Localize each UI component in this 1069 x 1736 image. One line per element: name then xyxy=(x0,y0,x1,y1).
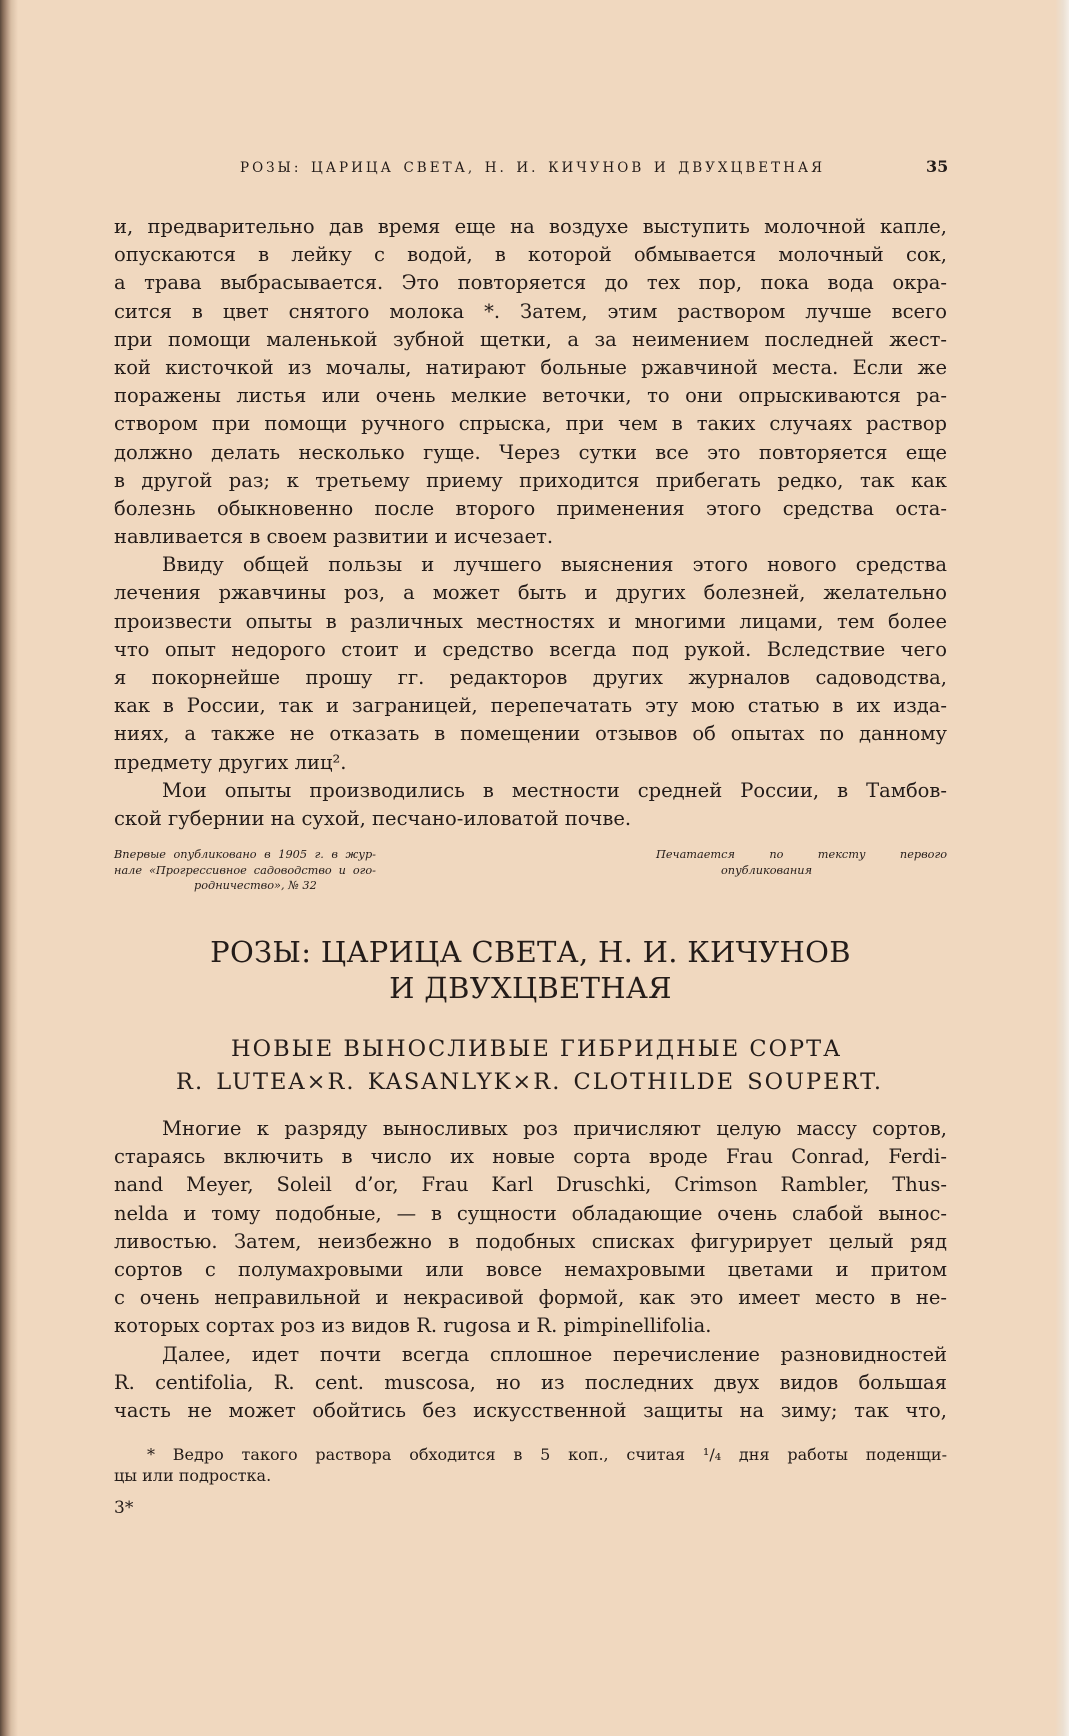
publication-source-note xyxy=(114,847,376,894)
paragraph xyxy=(114,1341,947,1426)
text-line: ливостью. Затем, неизбежно в подобных списках фигурирует целый ряд xyxy=(114,1229,947,1253)
text-line: часть не может обойтись без искусственной защиты на зиму; так что, xyxy=(114,1398,947,1422)
footnote xyxy=(114,1444,947,1486)
text-line: поражены листья или очень мелкие веточки, то они опрыскиваются ра- xyxy=(114,384,947,408)
page-right-edge xyxy=(1055,0,1069,1736)
text-line: Ввиду общей пользы и лучшего выяснения этого нового средства xyxy=(162,553,947,577)
text-line: кой кисточкой из мочалы, натирают больные ржавчиной места. Если же xyxy=(114,355,947,379)
text-line: опускаются в лейку с водой, в которой обмывается молочный сок, xyxy=(114,243,947,267)
note-line: Впервые опубликовано в 1905 г. в жур- xyxy=(114,848,376,861)
paragraph xyxy=(114,213,947,551)
note-line: нале «Прогрессивное садоводство и ого- xyxy=(114,863,376,877)
text-line: nelda и тому подобные, — в сущности обладающие очень слабой вынос- xyxy=(114,1201,947,1225)
title-line: РОЗЫ: ЦАРИЦА СВЕТА, Н. И. КИЧУНОВ xyxy=(210,935,851,969)
text-line: при помощи маленькой зубной щетки, а за неимением последней жест- xyxy=(114,327,947,351)
running-header-title: РОЗЫ: ЦАРИЦА СВЕТА, Н. И. КИЧУНОВ И ДВУХЦВЕТНАЯ xyxy=(240,160,825,176)
article-subtitle-varieties: R. LUTEA×R. KASANLYK×R. CLOTHILDE SOUPERT. xyxy=(176,1069,883,1095)
paragraph xyxy=(114,777,947,833)
page-binding-edge xyxy=(0,0,18,1736)
paragraph xyxy=(114,1115,947,1341)
text-line: навливается в своем развитии и исчезает. xyxy=(114,525,554,549)
text-line: должно делать несколько гуще. Через сутки все это повторяется еще xyxy=(114,440,947,464)
text-line: произвести опыты в различных местностях и многими лицами, тем более xyxy=(114,609,947,633)
text-line: болезнь обыкновенно после второго применения этого средства оста- xyxy=(114,496,947,520)
printing-source-note xyxy=(656,847,947,878)
text-line: ской губернии на сухой, песчано-иловатой почве. xyxy=(114,806,632,830)
footnote-line: цы или подростка. xyxy=(114,1466,272,1485)
note-line: опубликования xyxy=(721,863,813,877)
text-line: а трава выбрасывается. Это повторяется до тех пор, пока вода окра- xyxy=(114,271,947,295)
note-line: родничество», № 32 xyxy=(194,879,317,892)
text-line: стараясь включить в число их новые сорта вроде Frau Conrad, Ferdi- xyxy=(114,1145,947,1169)
article-subtitle: НОВЫЕ ВЫНОСЛИВЫЕ ГИБРИДНЫЕ СОРТА xyxy=(231,1036,843,1062)
text-line: которых сортах роз из видов R. rugosa и R. pimpinellifolia. xyxy=(114,1314,712,1338)
signature-mark: 3* xyxy=(114,1498,134,1518)
text-line: сится в цвет снятого молока *. Затем, этим раствором лучше всего xyxy=(114,299,947,323)
text-line: и, предварительно дав время еще на воздухе выступить молочной капле, xyxy=(114,215,947,238)
text-line: Мои опыты производились в местности средней России, в Тамбов- xyxy=(162,778,947,802)
text-line: Далее, идет почти всегда сплошное перечисление разновидностей xyxy=(162,1342,947,1366)
text-line: я покорнейше прошу гг. редакторов других журналов садоводства, xyxy=(114,666,947,689)
text-line: створом при помощи ручного спрыска, при чем в таких случаях раствор xyxy=(114,412,947,436)
note-line: Печатается по тексту первого xyxy=(656,848,947,861)
text-line: nand Meyer, Soleil d’or, Frau Karl Druschki, Crimson Rambler, Thus- xyxy=(114,1173,947,1197)
text-line: сортов с полумахровыми или вовсе немахровыми цветами и притом xyxy=(114,1257,947,1281)
text-line: ниях, а также не отказать в помещении отзывов об опытах по данному xyxy=(114,722,947,746)
text-line: в другой раз; к третьему приему приходится прибегать редко, так как xyxy=(114,468,947,492)
text-line: лечения ржавчины роз, а может быть и других болезней, желательно xyxy=(114,581,947,605)
text-line: Многие к разряду выносливых роз причисляют целую массу сортов, xyxy=(162,1117,947,1140)
page-number: 35 xyxy=(926,157,949,176)
footnote-line: * Ведро такого раствора обходится в 5 коп., считая ¹/₄ дня работы поденщи- xyxy=(147,1445,947,1464)
text-line: как в России, так и заграницей, перепечатать эту мою статью в их изда- xyxy=(114,694,947,718)
article-title xyxy=(114,934,947,1006)
text-line: R. centifolia, R. cent. muscosa, но из последних двух видов большая xyxy=(114,1370,947,1394)
text-line: что опыт недорого стоит и средство всегда под рукой. Вследствие чего xyxy=(114,637,947,661)
continued-article-text xyxy=(114,213,947,833)
title-line: И ДВУХЦВЕТНАЯ xyxy=(389,971,672,1005)
paragraph xyxy=(114,551,947,777)
text-line: предмету других лиц². xyxy=(114,750,347,774)
text-line: с очень неправильной и некрасивой формой, как это имеет место в не- xyxy=(114,1286,947,1310)
article-body xyxy=(114,1115,947,1425)
